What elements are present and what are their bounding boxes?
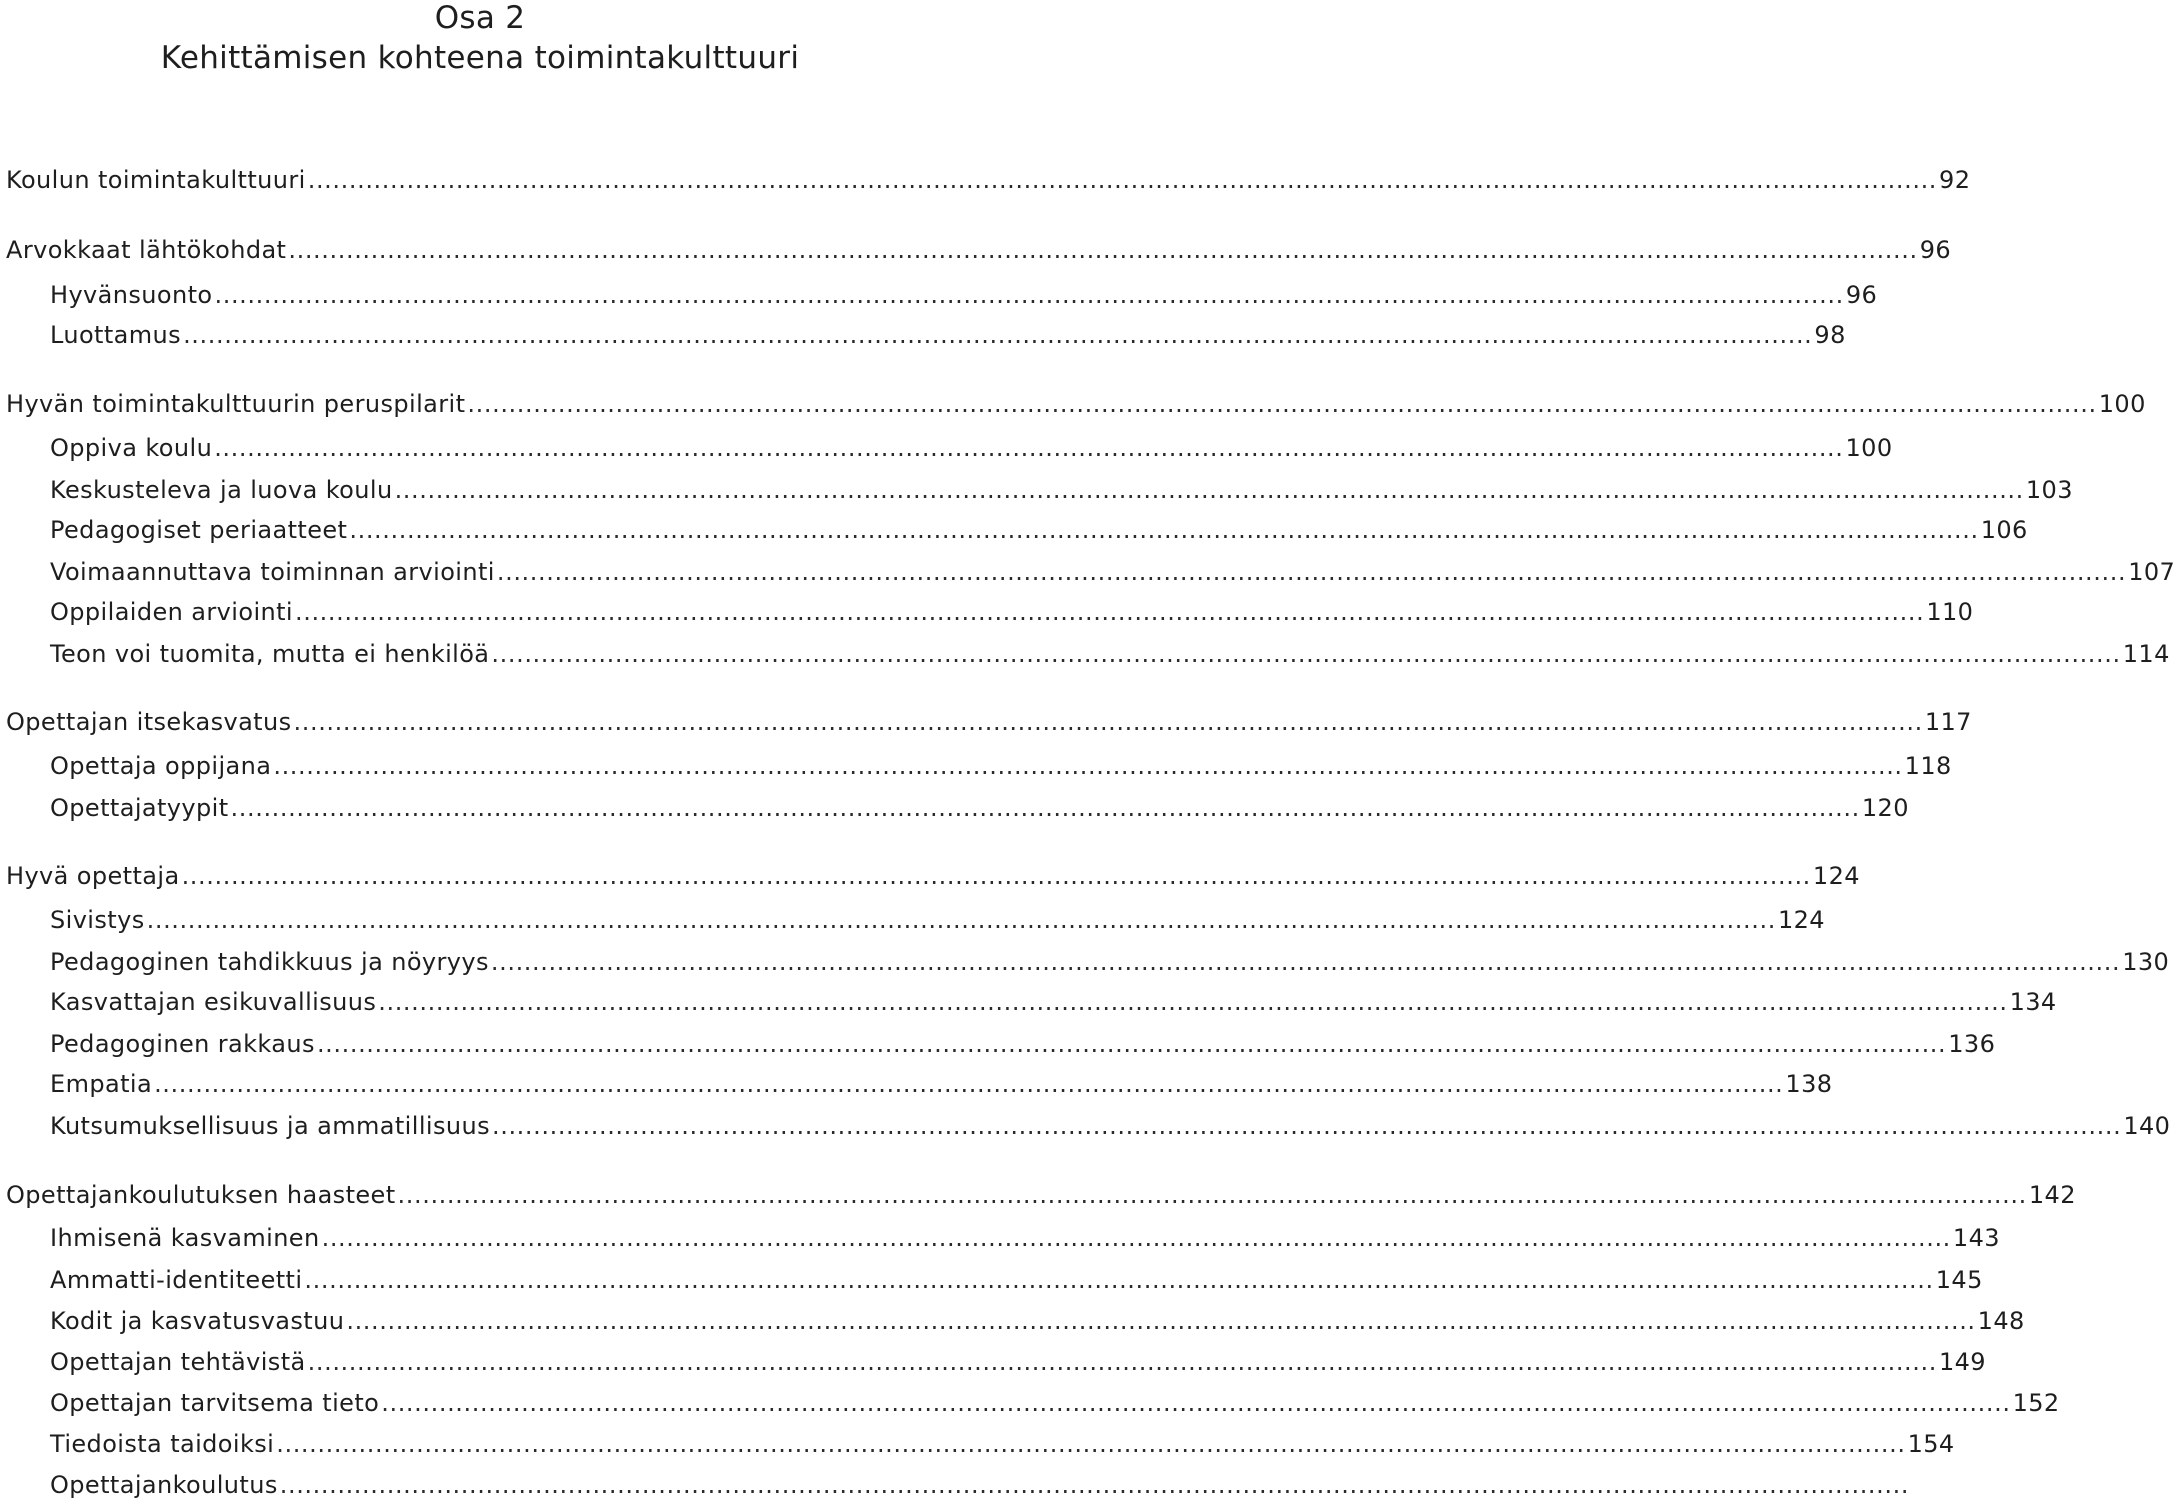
toc-entry-page: 142 bbox=[2028, 1181, 2076, 1209]
toc-entry-title: Ihmisenä kasvaminen bbox=[50, 1224, 320, 1252]
toc-entry[interactable] bbox=[50, 1027, 1996, 1061]
toc-entry-title: Kodit ja kasvatusvastuu bbox=[50, 1307, 345, 1335]
part-label: Osa 2 bbox=[434, 0, 526, 36]
toc-entry-title: Luottamus bbox=[50, 321, 182, 349]
toc-leader: ...................................................................................................................................................................................................... bbox=[490, 948, 2121, 976]
toc-entry[interactable] bbox=[50, 473, 2073, 507]
toc-leader: ...................................................................................................................................................................................................... bbox=[467, 390, 2097, 418]
toc-entry-title: Oppiva koulu bbox=[50, 434, 213, 462]
toc-entry-page: 96 bbox=[1919, 236, 1952, 264]
toc-entry-page: 110 bbox=[1926, 598, 1974, 626]
toc-entry[interactable] bbox=[50, 791, 1909, 825]
toc-leader: ...................................................................................................................................................................................................... bbox=[214, 281, 1844, 309]
toc-entry-page: 149 bbox=[1938, 1348, 1986, 1376]
toc-entry-page: 138 bbox=[1785, 1070, 1833, 1098]
toc-entry-title: Voimaannuttava toiminnan arviointi bbox=[50, 558, 495, 586]
toc-entry[interactable] bbox=[6, 859, 1860, 893]
part-title: Kehittämisen kohteena toimintakulttuuri bbox=[160, 40, 800, 76]
toc-leader: ...................................................................................................................................................................................................... bbox=[154, 1070, 1784, 1098]
toc-entry-page: 120 bbox=[1861, 794, 1909, 822]
toc-leader: ...................................................................................................................................................................................................... bbox=[321, 1224, 1951, 1252]
toc-entry-title: Tiedoista taidoiksi bbox=[50, 1430, 275, 1458]
toc-entry[interactable] bbox=[6, 163, 1971, 197]
toc-entry[interactable] bbox=[50, 1345, 1986, 1379]
toc-entry[interactable] bbox=[50, 513, 2028, 547]
toc-leader: ...................................................................................................................................................................................................... bbox=[288, 236, 1918, 264]
toc-entry[interactable] bbox=[50, 637, 2170, 671]
toc-entry[interactable] bbox=[50, 1304, 2025, 1338]
toc-entry-page: 107 bbox=[2128, 558, 2175, 586]
toc-leader: ...................................................................................................................................................................................................... bbox=[181, 862, 1811, 890]
toc-entry[interactable] bbox=[6, 233, 1952, 267]
toc-entry[interactable] bbox=[50, 1067, 1833, 1101]
toc-entry[interactable] bbox=[50, 1386, 2060, 1420]
toc-entry[interactable] bbox=[6, 387, 2146, 421]
toc-leader: ...................................................................................................................................................................................................... bbox=[307, 166, 1938, 194]
toc-entry-title: Opettajan itsekasvatus bbox=[6, 708, 292, 736]
toc-leader: ...................................................................................................................................................................................................... bbox=[273, 752, 1903, 780]
toc-entry[interactable] bbox=[6, 1178, 2076, 1212]
toc-entry-title: Sivistys bbox=[50, 906, 145, 934]
toc-entry[interactable] bbox=[50, 318, 1846, 352]
toc-entry-page: 103 bbox=[2025, 476, 2073, 504]
toc-entry-title: Pedagoginen tahdikkuus ja nöyryys bbox=[50, 948, 489, 976]
toc-entry-title: Hyvä opettaja bbox=[6, 862, 180, 890]
toc-entry[interactable] bbox=[50, 985, 2057, 1019]
toc-entry-page: 130 bbox=[2122, 948, 2170, 976]
toc-entry-title: Opettajankoulutuksen haasteet bbox=[6, 1181, 396, 1209]
toc-entry-title: Opettajankoulutus bbox=[50, 1471, 278, 1499]
toc-entry-page: 100 bbox=[2098, 390, 2146, 418]
toc-leader: ...................................................................................................................................................................................................... bbox=[316, 1030, 1947, 1058]
toc-entry-page: 92 bbox=[1939, 166, 1971, 194]
toc-leader: ...................................................................................................................................................................................................... bbox=[496, 558, 2127, 586]
toc-entry-page: 114 bbox=[2122, 640, 2170, 668]
toc-entry-page: 118 bbox=[1904, 752, 1952, 780]
toc-entry-page: 154 bbox=[1907, 1430, 1955, 1458]
toc-entry-title: Opettaja oppijana bbox=[50, 752, 272, 780]
toc-leader: ...................................................................................................................................................................................................... bbox=[378, 988, 2008, 1016]
toc-leader: ...................................................................................................................................................................................................... bbox=[397, 1181, 2027, 1209]
toc-entry[interactable] bbox=[50, 749, 1952, 783]
toc-leader: ...................................................................................................................................................................................................... bbox=[304, 1266, 1934, 1294]
toc-entry-title: Opettajan tarvitsema tieto bbox=[50, 1389, 380, 1417]
toc-entry-page: 148 bbox=[1977, 1307, 2025, 1335]
toc-leader: ...................................................................................................................................................................................................... bbox=[492, 1112, 2122, 1140]
toc-entry-title: Opettajan tehtävistä bbox=[50, 1348, 306, 1376]
toc-entry-page: 124 bbox=[1812, 862, 1860, 890]
toc-entry[interactable] bbox=[50, 431, 1893, 465]
toc-entry-page: 106 bbox=[1980, 516, 2028, 544]
toc-entry-page: 140 bbox=[2123, 1112, 2171, 1140]
toc-entry-title: Oppilaiden arviointi bbox=[50, 598, 293, 626]
toc-leader: ...................................................................................................................................................................................................... bbox=[491, 640, 2121, 668]
toc-entry[interactable] bbox=[50, 1427, 1955, 1461]
toc-entry-title: Pedagoginen rakkaus bbox=[50, 1030, 315, 1058]
toc-entry-page: 117 bbox=[1924, 708, 1972, 736]
toc-leader: ...................................................................................................................................................................................................... bbox=[214, 434, 1844, 462]
toc-entry-page: 96 bbox=[1845, 281, 1878, 309]
toc-entry-title: Empatia bbox=[50, 1070, 153, 1098]
toc-entry[interactable] bbox=[50, 1263, 1983, 1297]
toc-entry-title: Ammatti-identiteetti bbox=[50, 1266, 303, 1294]
toc-entry[interactable] bbox=[50, 278, 1878, 312]
toc-entry-title: Teon voi tuomita, mutta ei henkilöä bbox=[50, 640, 490, 668]
toc-entry-title: Koulun toimintakulttuuri bbox=[6, 166, 306, 194]
toc-leader: ...................................................................................................................................................................................................... bbox=[394, 476, 2024, 504]
toc-entry-page: 152 bbox=[2012, 1389, 2060, 1417]
toc-entry[interactable] bbox=[50, 595, 1974, 629]
toc-leader: ...................................................................................................................................................................................................... bbox=[146, 906, 1776, 934]
toc-leader: ...................................................................................................................................................................................................... bbox=[346, 1307, 1976, 1335]
toc-entry[interactable] bbox=[6, 705, 1972, 739]
toc-entry-title: Pedagogiset periaatteet bbox=[50, 516, 348, 544]
toc-leader: ...................................................................................................................................................................................................... bbox=[295, 598, 1925, 626]
toc-entry[interactable] bbox=[50, 903, 1825, 937]
toc-entry-page: 143 bbox=[1952, 1224, 2000, 1252]
toc-entry-title: Arvokkaat lähtökohdat bbox=[6, 236, 287, 264]
toc-entry-title: Hyvän toimintakulttuurin peruspilarit bbox=[6, 390, 466, 418]
toc-leader: ...................................................................................................................................................................................................... bbox=[183, 321, 1813, 349]
toc-entry[interactable] bbox=[50, 555, 2175, 589]
toc-entry-title: Keskusteleva ja luova koulu bbox=[50, 476, 393, 504]
toc-entry[interactable] bbox=[50, 1468, 1910, 1502]
toc-entry-page: 100 bbox=[1845, 434, 1893, 462]
toc-leader: ...................................................................................................................................................................................................... bbox=[381, 1389, 2011, 1417]
toc-leader: ...................................................................................................................................................................................................... bbox=[279, 1471, 1910, 1499]
toc-entry-page: 124 bbox=[1777, 906, 1825, 934]
toc-entry[interactable] bbox=[50, 1109, 2171, 1143]
toc-entry-title: Kasvattajan esikuvallisuus bbox=[50, 988, 377, 1016]
toc-entry-title: Opettajatyypit bbox=[50, 794, 229, 822]
toc-leader: ...................................................................................................................................................................................................... bbox=[293, 708, 1923, 736]
toc-entry-page: 136 bbox=[1948, 1030, 1996, 1058]
toc-leader: ...................................................................................................................................................................................................... bbox=[230, 794, 1860, 822]
toc-leader: ...................................................................................................................................................................................................... bbox=[349, 516, 1979, 544]
toc-entry-page: 145 bbox=[1935, 1266, 1983, 1294]
toc-entry-title: Hyvänsuonto bbox=[50, 281, 213, 309]
toc-leader: ...................................................................................................................................................................................................... bbox=[307, 1348, 1937, 1376]
toc-entry[interactable] bbox=[50, 1221, 2000, 1255]
toc-entry-title: Kutsumuksellisuus ja ammatillisuus bbox=[50, 1112, 490, 1140]
toc-leader: ...................................................................................................................................................................................................... bbox=[276, 1430, 1906, 1458]
toc-entry-page: 98 bbox=[1814, 321, 1846, 349]
toc-entry-page: 134 bbox=[2009, 988, 2057, 1016]
toc-entry[interactable] bbox=[50, 945, 2170, 979]
